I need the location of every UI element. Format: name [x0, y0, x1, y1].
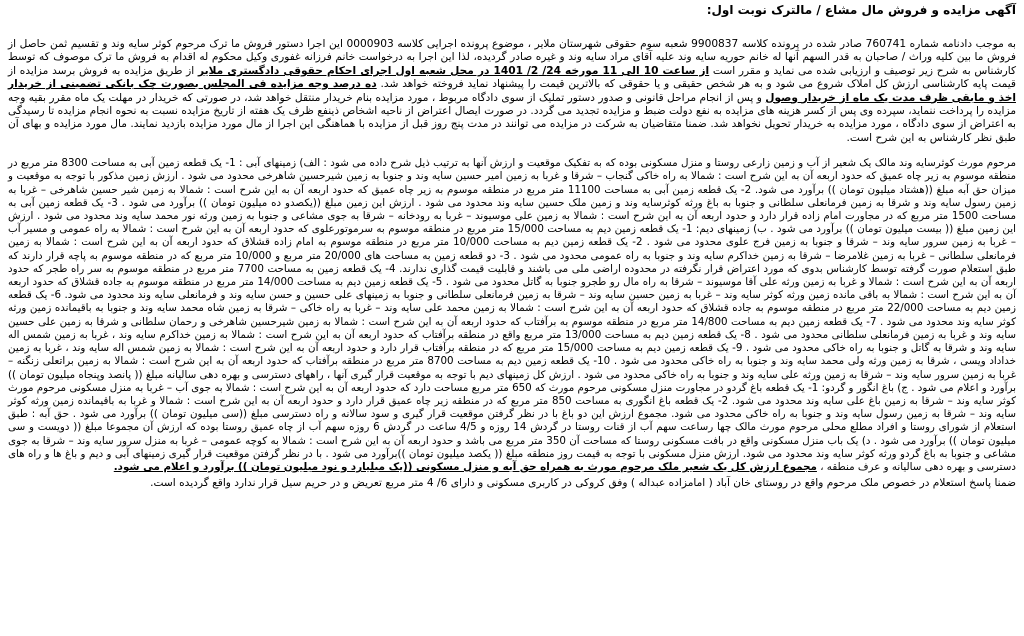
auction-date-location: از ساعت 10 الی 11 مورخه 24/ 2/ 1401 در محل شعبه اول اجرای احکام حقوقی دادگستری ملایر: [198, 64, 710, 77]
deposit-terms: ده درصد وجه مزایده فی المجلس بصورت چک بانکی تضمینی از خریدار اخذ و مابقی ظرف مدت یک ماه از خریدار وصول: [8, 78, 1016, 104]
closing-note-text: ضمنا پاسخ استعلام در خصوص ملک مرحوم واقع در روستای خان آباد ( امامزاده عبداله ) وفق کروکی در کاربری مسکونی و دارای 6/ 4 متر مربع تعریض و در حریم سیل قرار ندارد واقع گردیده است.: [150, 477, 1016, 490]
auction-rules-text: از طریق مزایده به فروش برسد مزایده از قیمت پایه کارشناسی ارزش کل املاک شروع می شود و به هر شخص حقیقی و یا حقوقی که بالاترین قیمت را پیشنهاد نماید فروخته خواهد شد.: [8, 64, 1017, 91]
auction-procedure-text: و پس از انجام مراحل قانونی و صدور دستور تملیک از سوی دادگاه مربوط ، مورد مزایده بنام خریدار منتقل خواهد شد، در صورتی که خریدار در مهلت یک ماه مقرر بقیه وجه مزایده را پرداخت ننماید، سپرده وی پس از کسر هزینه های مزایده به نفع دولت ضبط و مزایده تجدید می گردد. در صورت ایصال اعتراض از ناحیه اشخاص ذینفع ظرف یک هفته از تاریخ مزایده نسبت به نحوه انجام مزایده تا رسیدگی به اعتراض از سوی دادگاه ، مورد مزایده به خریدار تحویل نخواهد شد. ضمنا متقاضیان به شرکت در مزایده می توانند در مدت پنج روز قبل از مزایده با هماهنگی این اجرا از مال مورد مزایده بازدید نمایند. مال مورد مزایده و بهای آن طبق نظر کارشناس به این شرح است.: [8, 91, 1016, 144]
property-description-paragraph: [8, 157, 1016, 474]
property-description-text: مرحوم مورث کوثرسایه وند مالک یک شعیر از آب و زمین زارعی روستا و منزل مسکونی بوده که به تفکیک موقعیت و ارزش آنها به ترتیب ذیل شرح داده می شود : الف) زمینهای آبی : 1- یک قطعه زمین آبی به مساحت 8300 متر مربع در منطقه موسوم به زیر چاه عمیق که حدود اربعه آن به این شرح است : شمالا به راه خاکی گنجاب – شرقا و غربا به زمین امیر حسین سایه وند و جنوبا به زمین شیرحسین شاهرخی محدود می شود . ارزش زمین مذکور با توجه به موقعیت و میزان حق آبه مبلغ ((هشتاد میلیون تومان )) برآورد می شود. 2- یک قطعه زمین آبی به مساحت 11100 متر مربع در منطقه موسوم به زیر چاه عمیق که حدود اربعه آن به این شرح است : شمالا به زمین شیر حسین شاهرخی – غربا به زمین رسول سایه وند و شرقا به زمین فرمانعلی سلطانی و جنوبا به باغ ورثه کوثرسایه وند و زمین ملک حسین سایه وند محدود می شود . ارزش این زمین مبلغ ((یکصدو ده میلیون تومان )) برآورد می شود . 3- یک قطعه زمین آبی به مساحت 1500 متر مربع که در مجاورت امام زاده قرار دارد و حدود اربعه آن به این شرح است : شمالا به زمین علی موسیوند – غربا به رودخانه – شرقا به جوی مشاعی و جنوبا به زمین ورثه نور محمد سایه وند محدود می شود . ارزش این زمین مبلغ (( بیست میلیون تومان )) برآورد می شود . ب) زمینهای دیم: 1- یک قطعه زمین دیم به مساحت 15/000 متر مربع در منطقه موسوم به سرموتورعلوی که حدود اربعه آن به این شرح است : شمالا به راه عمومی و مسیر آب – غربا به زمین سرور سایه وند – شرقا و جنوبا به زمین فرج علوی محدود می شود . 2- یک قطعه زمین دیم به مساحت 10/000 متر مربع در منطقه موسوم به امام زاده قشلاق که حدود اربعه آن به این شرح است : شمالا به زمین فرمانعلی سلطانی – غربا به زمین غلامرضا – شرقا به زمین خداکرم سایه وند و جنوبا به راه عمومی محدود می شود . 3- دو قطعه زمین به مساحت های 20/000 متر مربع و 10/000 متر مربع که در منطقه موسوم به پاچه قرار دارند که طبق استعلام صورت گرفته توسط کارشناس بدوی که مورد اعتراض قرار نگرفته در محدوده اراضی ملی می باشند و قابلیت قیمت گذاری ندارند. 4- یک قطعه زمین به مساحت 7700 متر مربع در منطقه موسوم به سر راه طجر که حدود اربعه آن به این شرح است : شمالا و غربا به زمین ورثه علی آقا موسیوند – شرقا به راه مال رو طجرو جنوبا به گاتل محدود می شود . 5- یک قطعه زمین دیم به مساحت 14/000 متر مربع در منطقه موسوم به جاده قشلاق که حدود اربعه آن به این شرح است : شمالا به باقی مانده زمین ورثه کوثر سایه وند – غربا به زمین حسین سایه وند – شرقا به زمین فرمانعلی سلطانی و جنوبا به زمینهای علی حسین و حسن سایه وند و فرمانعلی سایه وند محدود می شود. 6- یک قطعه زمین دیم به مساحت 22/000 متر مربع در منطقه موسوم به جاده قشلاق که حدود اربعه آن به این شرح است : شمالا به زمین محمد علی سایه وند – غربا به راه خاکی – شرقا به زمین شاه محمد سایه وند و جنوبا به باقیمانده زمین ورثه کوثر سایه وند محدود می شود . 7- یک قطعه زمین دیم به مساحت 14/800 متر مربع در منطقه موسوم به برآفتاب که حدود اربعه آن به این شرح است : شمالا به زمین شیرحسین شاهرخی و رحمان سلطانی و شرقا به زمین علی حسین سایه وند و غربا به زمین فرمانعلی سلطانی محدود می شود . 8- یک قطعه زمین دیم به مساحت 13/000 متر مربع واقع در منطقه برآفتاب که حدود اربعه آن به این شرح است : شمالا به زمین خداکرم سایه وند ، غربا به زمین شمس اله سایه وند و شرقا به گاتل و جنوبا به راه خاکی محدود می شود . 9- یک قطعه زمین دیم به مساحت 15/000 متر مربع که در منطقه برآفتاب قرار دارد و حدود اربعه آن به این شرح است : شمالا به زمین شمس اله سایه وند ، غربا به زمین خداداد ویسی ، شرقا به زمین ورثه ولی محمد سایه وند و جنوبا به راه خاکی محدود می شود . 10- یک قطعه زمین دیم به مساحت 8700 متر مربع در منطقه برآفتاب که حدود اربعه آن به این شرح است : شمالا به زمین براتعلی زنگنه – غربا به زمین سرور سایه وند – شرقا به زمین ورثه علی سایه وند و جنوبا به راه خاکی محدود می شود . ارزش کل زمینهای دیم با توجه به موقعیت قرار گیری آنها ، راههای دسترسی و بهره دهی سالیانه مبلغ (( پانصد وپنجاه میلیون تومان )) برآورد و اعلام می شود . ج) باغ انگور و گردو: 1- یک قطعه باغ گردو در مجاورت منزل مسکونی مرحوم مورث که 650 متر مربع مساحت دارد که حدود اربعه آن به این شرح است : شمالا به جوی آب – غربا به منزل مسکونی مرحوم مورث کوثر سایه وند – شرقا به زمین باغ علی سایه وند محدود می شود. 2- یک قطعه باغ انگوری به مساحت 850 متر مربع که در منطقه زیر چاه عمیق قرار دارد و حدود اربعه آن به این شرح است : شمالا و غربا به باقیمانده زمین ورثه کوثر سایه وند – شرقا به زمین رسول سایه وند و جنوبا به راه خاکی محدود می شود. مجموع ارزش این دو باغ با در نظر گرفتن موقعیت قرار گیری و سود سالانه و راه دسترسی مبلغ ((سی میلیون تومان )) برآورد می شود . حق آبه : طبق استعلام از شورای روستا و افراد مطلع محلی مرحوم مورث مالک چها رساعت سهم آب از قنات روستا در گردش 14 روزه و 4/5 ساعت در گردش 6 روزه سهم آب از چاه عمیق روستا بوده که ارزش آن مجموعا مبلغ (( دویست و سی میلیون تومان )) برآورد می شود . د) یک باب منزل مسکونی واقع در بافت مسکونی روستا که مساحت آن 350 متر مربع می باشد و حدود اربعه آن به این شرح است : شمالا به کوچه عمومی – غربا به منزل سرور سایه وند – شرقا به جوی مشاعی و جنوبا به باغ گردو ورثه کوثر سایه وند محدود می شود. ارزش منزل مسکونی با توجه به قیمت روز منطقه مبلغ (( یکصد میلیون تومان ))برآورد می شود . با در نظر گرفتن موقعیت قرار گیری زمینهای آبی و دیم و باغ ها و راه های دسترسی و بهره دهی سالیانه و عرف منطقه ،: [8, 157, 1017, 473]
auction-case-text: به موجب دادنامه شماره 760741 صادر شده در پرونده کلاسه 9900837 شعبه سوم حقوقی شهرستان ملایر ، موضوع پرونده اجرایی کلاسه 0000903 این اجرا دستور فروش ما ترک مرحوم کوثر سایه وند و تقسیم ثمن حاصل از فروش ما بین کلیه وراث / صاحبان به قدر السهم آنها له خانم حوریه سایه وند علیه آقای مراد سایه وند و غیره صادر گردیده، لذا این اجرا به درخواست خانم فرزانه غفوری وکیل محکوم له اقدام به فروش ما ترک موصوف که توسط کارشناس به شرح زیر توصیف و ارزیابی شده می نماید و مقرر است: [8, 38, 1017, 77]
auction-terms-paragraph: [8, 38, 1016, 145]
closing-note-paragraph: [8, 477, 1016, 490]
notice-title: آگهی مزایده و فروش مال مشاع / مالترک نوبت اول:: [706, 3, 1016, 17]
total-valuation: مجموع ارزش کل یک شعیر ملک مرحوم مورث به همراه حق آبه و منزل مسکونی ((یک میلیارد و نود میلیون تومان )) برآورد و اعلام می شود.: [113, 460, 817, 473]
